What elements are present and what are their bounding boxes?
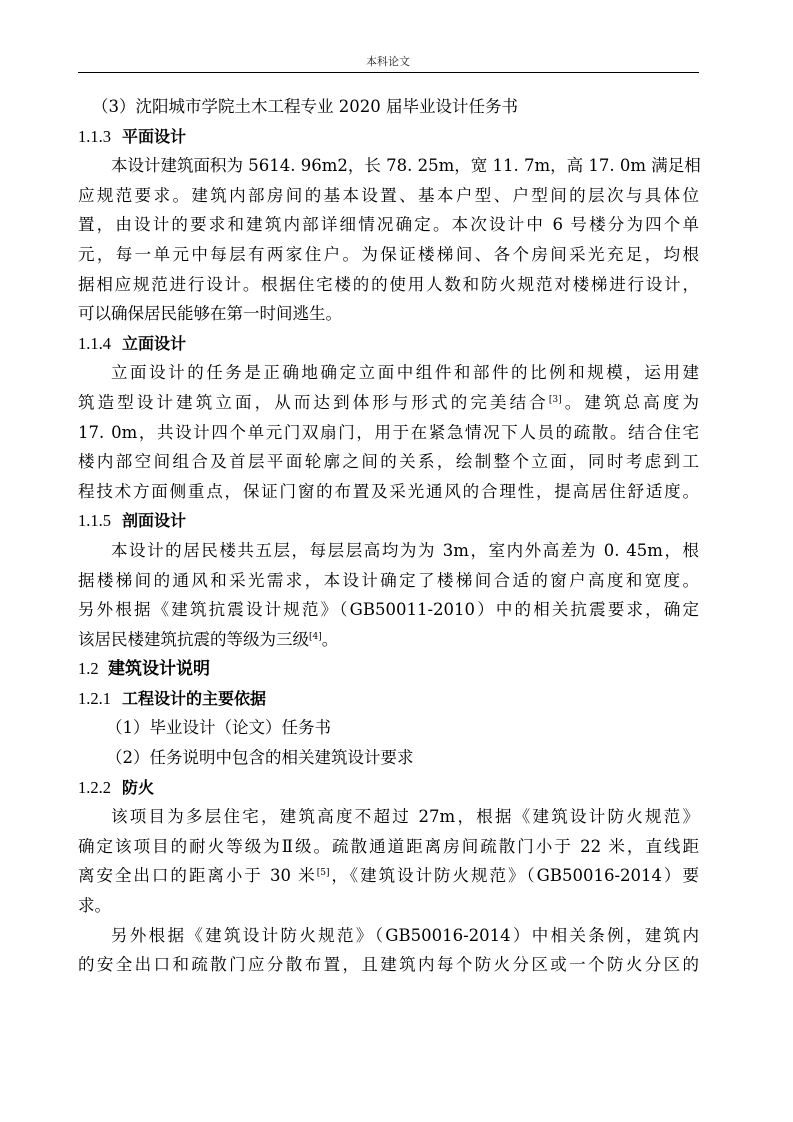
paragraph-line: 本设计建筑面积为 5614. 96m2，长 78. 25m，宽 11. 7m，高 17. 0m 满足相 [111,156,701,176]
section-number: 1.1.5 [78,511,111,531]
paragraph-line: 据相应规范进行设计。根据住宅楼的的使用人数和防火规范对楼梯进行设计， [78,274,699,294]
section-title: 立面设计 [122,333,187,353]
paragraph-line: 应规范要求。建筑内部房间的基本设置、基本户型、户型间的层次与具体位 [78,185,699,205]
paragraph-line: 置，由设计的要求和建筑内部详细情况确定。本次设计中 6 号楼分为四个单 [78,215,699,235]
paragraph-line: 确定该项目的耐火等级为Ⅱ级。疏散通道距离房间疏散门小于 22 米，直线距 [78,836,699,856]
citation-ref: [3] [548,394,562,405]
section-title: 工程设计的主要依据 [122,688,267,708]
text-run: 离安全出口的距离小于 30 米 [78,866,317,886]
section-number: 1.2.1 [78,688,111,708]
section-heading-1-1-4 [78,329,699,359]
paragraph-line: 元，每一单元中每层有两家住户。为保证楼梯间、各个房间采光充足，均根 [78,244,699,264]
header-rule [78,72,699,73]
text-run: 该居民楼建筑抗震的等级为三级 [78,629,309,649]
text-run: ，《建筑设计防火规范》（GB50016-2014）要 [329,866,699,886]
paragraph-line: 该项目为多层住宅，建筑高度不超过 27m，根据《建筑设计防火规范》 [111,807,699,827]
section-number: 1.1.3 [78,126,111,146]
section-heading-1-2-2 [78,773,699,803]
citation-ref: [5] [316,868,330,879]
list-item: （1）毕业设计（论文）任务书 [106,718,331,738]
paragraph-line [78,625,699,655]
text-run: 。建筑总高度为 [561,392,700,412]
section-title: 平面设计 [122,126,187,146]
document-body [78,92,699,980]
section-heading-1-1-3 [78,122,699,152]
section-title: 建筑设计说明 [108,659,210,680]
paragraph-line: 据楼梯间的通风和采光需求，本设计确定了楼梯间合适的窗户高度和宽度。 [78,570,699,590]
paragraph-line: 楼内部空间组合及首层平面轮廓之间的关系，绘制整个立面，同时考虑到工 [78,452,699,472]
section-title: 防火 [122,777,155,797]
paragraph-line: 求。 [78,896,111,916]
section-title: 剖面设计 [122,511,187,531]
paragraph-line: 本设计的居民楼共五层，每层层高均为为 3m，室内外高差为 0. 45m，根 [111,540,699,560]
task-book-item: （3）沈阳城市学院土木工程专业 2020 届毕业设计任务书 [92,97,518,116]
paragraph-line: 另外根据《建筑设计防火规范》（GB50016-2014）中相关条例，建筑内 [111,925,699,945]
paragraph-line: 程技术方面侧重点，保证门窗的布置及采光通风的合理性，提高居住舒适度。 [78,481,699,501]
text-run: 筑造型设计建筑立面，从而达到体形与形式的完美结合 [78,392,549,412]
text-run: 。 [321,629,339,649]
paragraph-line [78,388,699,418]
list-item: （2）任务说明中包含的相关建筑设计要求 [106,748,414,768]
section-number: 1.1.4 [78,333,111,353]
section-heading-1-2 [78,654,699,684]
section-number: 1.2.2 [78,777,111,797]
section-number: 1.2 [78,659,99,679]
paragraph-line: 的安全出口和疏散门应分散布置，且建筑内每个防火分区或一个防火分区的 [78,955,699,975]
paragraph-line: 立面设计的任务是正确地确定立面中组件和部件的比例和规模，运用建 [111,363,699,383]
citation-ref: [4] [309,631,322,642]
paragraph-line: 另外根据《建筑抗震设计规范》（GB50011-2010）中的相关抗震要求，确定 [78,600,699,620]
section-heading-1-1-5 [78,506,699,536]
paragraph-line: 可以确保居民能够在第一时间逃生。 [78,304,342,324]
paragraph-line: 17. 0m，共设计四个单元门双扇门，用于在紧急情况下人员的疏散。结合住宅 [78,422,699,442]
section-heading-1-2-1 [78,684,699,714]
page-header: 本科论文 [366,55,410,68]
paragraph-line [78,861,699,891]
